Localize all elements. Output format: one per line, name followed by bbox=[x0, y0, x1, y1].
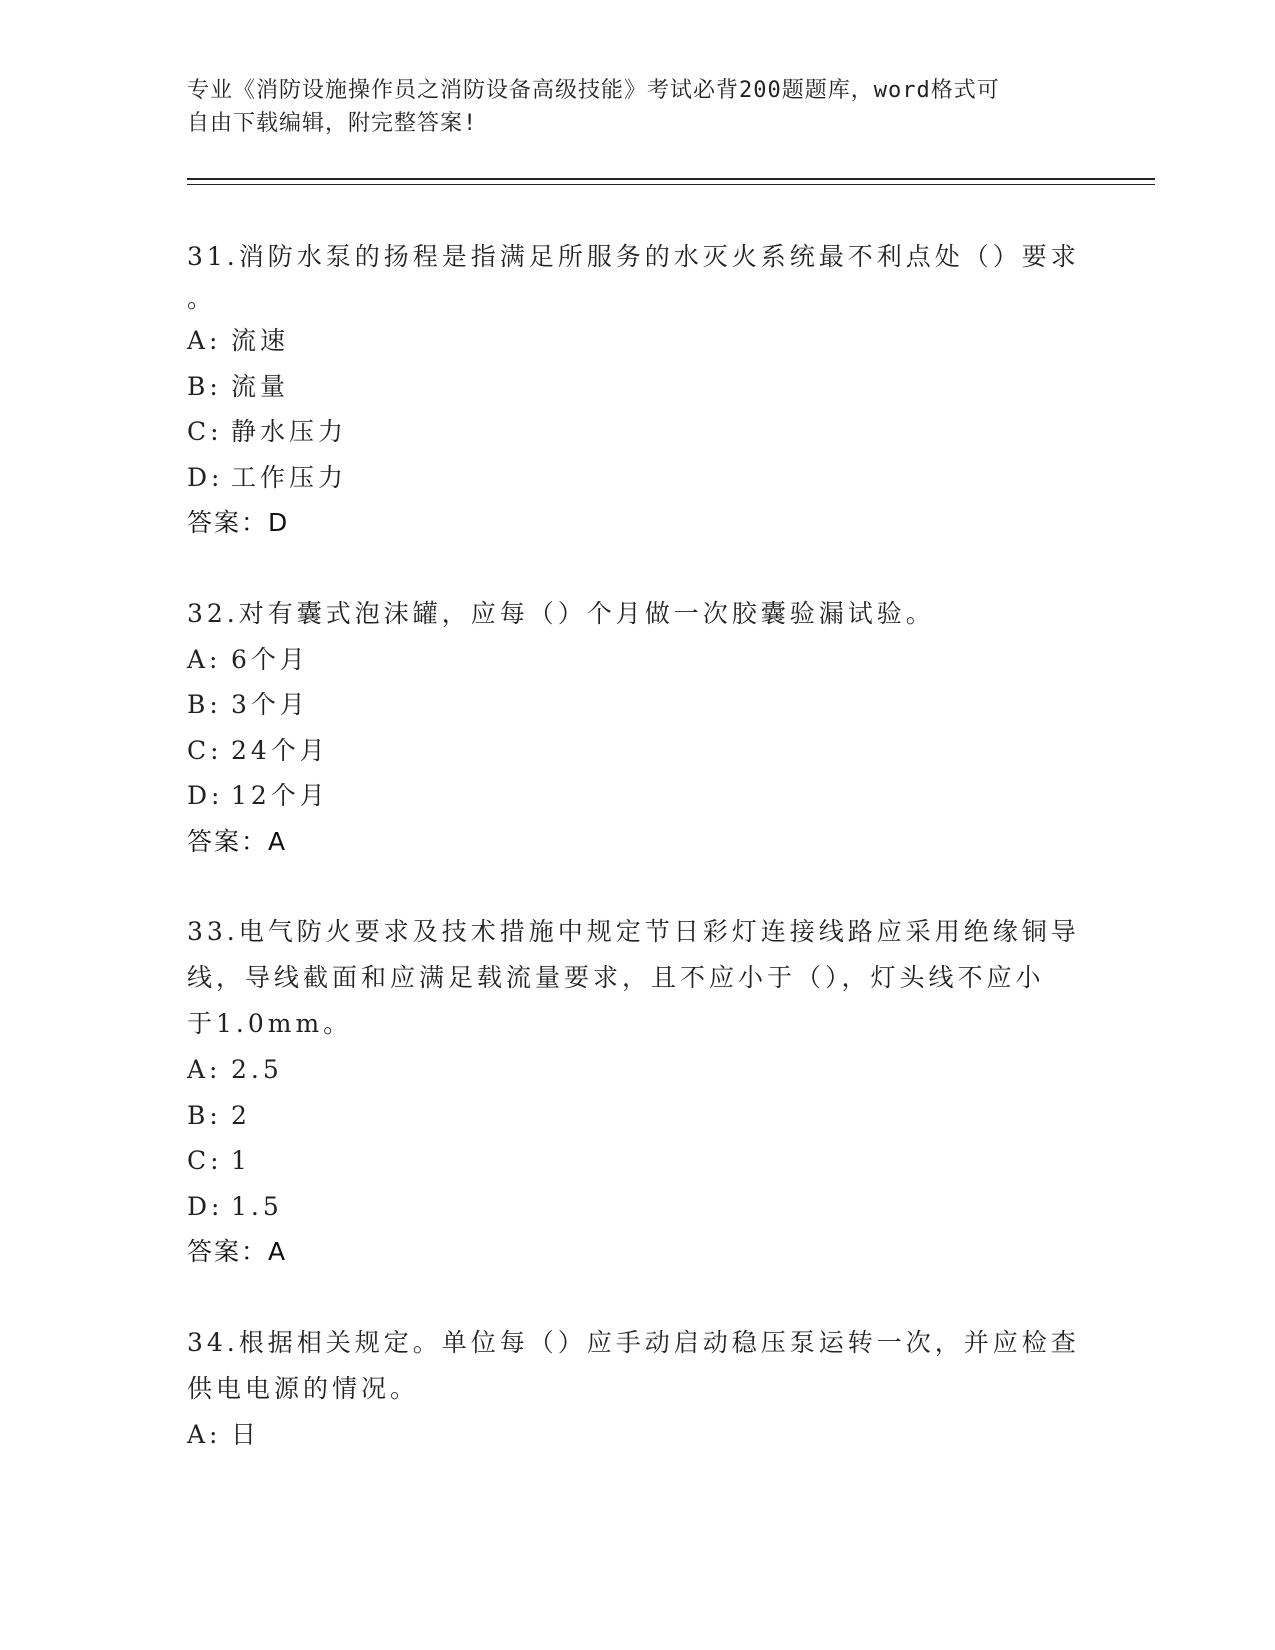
option-c bbox=[187, 409, 1087, 455]
option-text: 1.5 bbox=[231, 1191, 283, 1221]
option-letter: B: bbox=[187, 1100, 222, 1130]
option-text: 流量 bbox=[231, 371, 290, 401]
option-letter: C: bbox=[187, 417, 223, 446]
option-letter: A: bbox=[187, 644, 222, 674]
answer: 答案：A bbox=[187, 1237, 288, 1266]
option-text: 工作压力 bbox=[231, 462, 348, 492]
option-letter: B: bbox=[187, 371, 222, 401]
option-a bbox=[187, 1412, 1087, 1458]
question-stem: 31.消防水泵的扬程是指满足所服务的水灭火系统最不利点处（）要求 bbox=[187, 242, 1080, 271]
option-letter: D: bbox=[187, 462, 224, 492]
option-letter: D: bbox=[187, 781, 224, 810]
option-text: 24个月 bbox=[231, 735, 329, 765]
question-stem: 33.电气防火要求及技术措施中规定节日彩灯连接线路应采用绝缘铜导 bbox=[187, 917, 1080, 946]
question-stem-continued: 供电电源的情况。 bbox=[187, 1373, 420, 1403]
option-letter: D: bbox=[187, 1191, 224, 1221]
header-line-1: 专业《消防设施操作员之消防设备高级技能》考试必背200题题库，word格式可 bbox=[187, 78, 1000, 103]
option-letter: B: bbox=[187, 690, 222, 719]
question-stem-continued: 线，导线截面和应满足载流量要求，且不应小于（），灯头线不应小 bbox=[187, 963, 1045, 992]
question-stem: 32.对有囊式泡沫罐，应每（）个月做一次胶囊验漏试验。 bbox=[187, 598, 935, 628]
option-text: 3个月 bbox=[231, 690, 309, 719]
option-text: 1 bbox=[231, 1146, 251, 1175]
question-31 bbox=[187, 234, 1087, 546]
option-b bbox=[187, 364, 1087, 410]
header-line-2: 自由下载编辑，附完整答案! bbox=[187, 111, 478, 136]
option-d bbox=[187, 455, 1087, 501]
option-c bbox=[187, 728, 1087, 774]
header-divider-thick bbox=[187, 178, 1155, 180]
option-text: 6个月 bbox=[231, 644, 309, 674]
option-a bbox=[187, 637, 1087, 683]
option-b bbox=[187, 1093, 1087, 1139]
option-letter: C: bbox=[187, 1146, 223, 1175]
question-list bbox=[187, 234, 1087, 1502]
option-text: 2.5 bbox=[231, 1055, 283, 1084]
option-a bbox=[187, 1047, 1087, 1093]
header-divider-thin bbox=[187, 184, 1155, 185]
question-34 bbox=[187, 1320, 1087, 1458]
question-33 bbox=[187, 909, 1087, 1275]
option-letter: A: bbox=[187, 1055, 222, 1084]
answer: 答案：A bbox=[187, 826, 288, 856]
option-text: 流速 bbox=[231, 326, 290, 355]
option-text: 日 bbox=[231, 1419, 261, 1449]
question-stem-continued: 。 bbox=[187, 284, 217, 313]
question-32 bbox=[187, 591, 1087, 865]
question-stem: 34.根据相关规定。单位每（）应手动启动稳压泵运转一次，并应检查 bbox=[187, 1327, 1080, 1357]
option-letter: C: bbox=[187, 735, 223, 765]
option-b bbox=[187, 682, 1087, 728]
option-c bbox=[187, 1138, 1087, 1184]
option-text: 12个月 bbox=[231, 781, 329, 810]
document-header bbox=[187, 74, 1067, 140]
answer: 答案：D bbox=[187, 508, 290, 537]
option-a bbox=[187, 318, 1087, 364]
option-text: 静水压力 bbox=[231, 417, 348, 446]
option-d bbox=[187, 1184, 1087, 1230]
option-d bbox=[187, 773, 1087, 819]
option-text: 2 bbox=[231, 1100, 251, 1130]
option-letter: A: bbox=[187, 326, 222, 355]
option-letter: A: bbox=[187, 1419, 222, 1449]
question-stem-continued: 于1.0mm。 bbox=[187, 1009, 353, 1038]
